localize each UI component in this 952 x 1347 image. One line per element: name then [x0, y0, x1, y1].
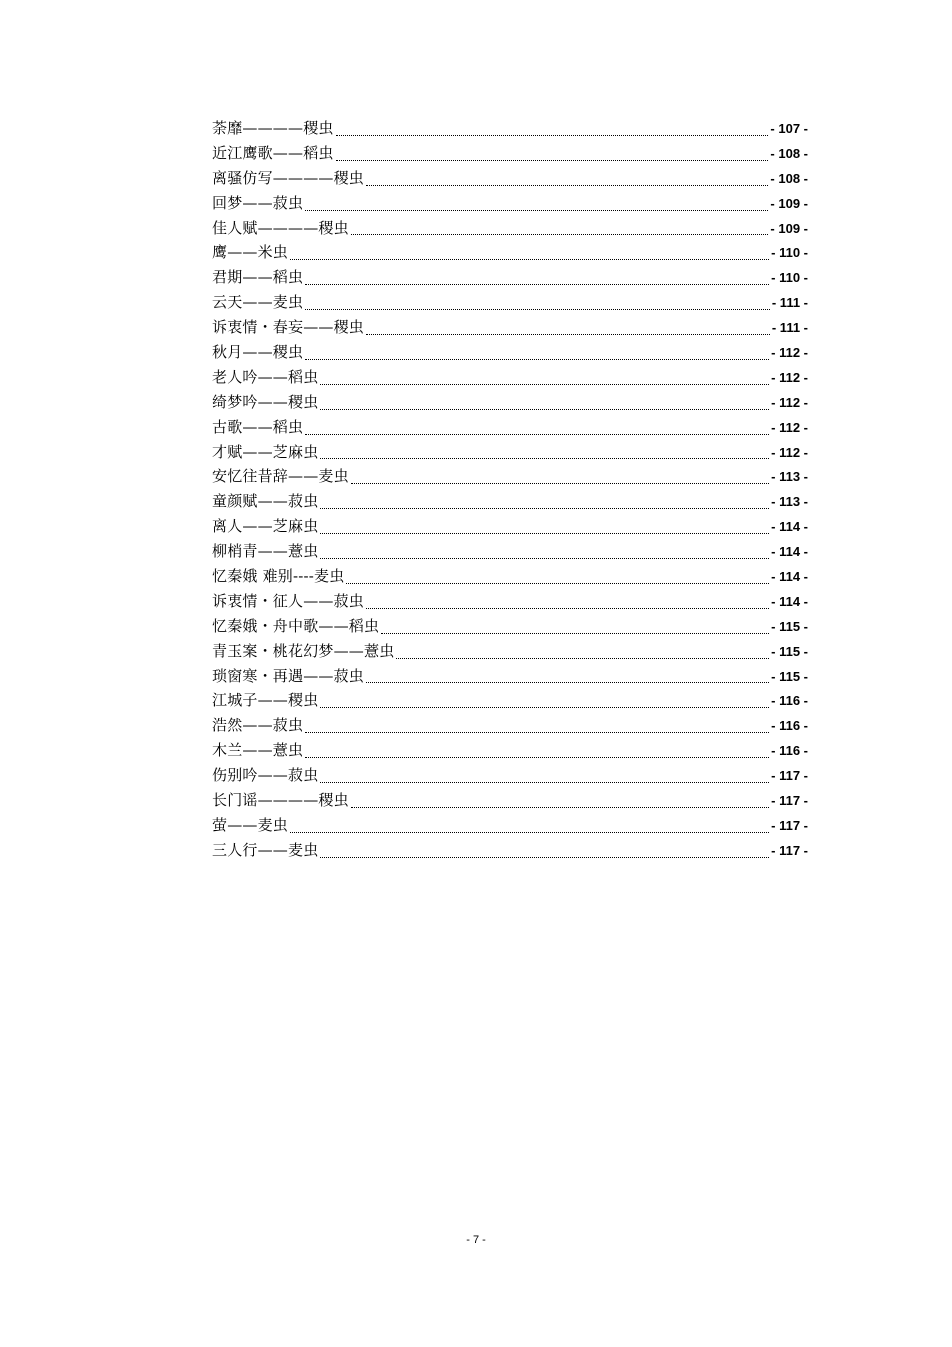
toc-entry-page[interactable]: - 107 -	[770, 121, 808, 136]
toc-entry-title[interactable]: 近江鹰歌——稻虫	[212, 143, 334, 162]
toc-entry-title[interactable]: 回梦——菽虫	[212, 193, 304, 212]
toc-entry[interactable]	[212, 838, 808, 863]
toc-entry[interactable]	[212, 191, 808, 216]
dot-leader	[366, 185, 768, 186]
toc-entry-page[interactable]: - 112 -	[771, 419, 808, 435]
toc-entry-title[interactable]: 三人行——麦虫	[212, 840, 319, 859]
toc-entry-title[interactable]: 云天——麦虫	[212, 293, 304, 312]
toc-entry-page[interactable]: - 117 -	[771, 793, 808, 809]
toc-entry-title[interactable]: 诉衷情・春妄——稷虫	[212, 318, 365, 337]
toc-entry-title[interactable]: 江城子——稷虫	[212, 691, 319, 710]
toc-entry-page[interactable]: - 108 -	[770, 170, 808, 186]
toc-entry[interactable]	[212, 539, 808, 564]
dot-leader	[305, 732, 769, 733]
dot-leader	[351, 807, 769, 808]
toc-entry-title[interactable]: 老人吟——稻虫	[212, 367, 319, 386]
toc-entry-page[interactable]: - 110 -	[771, 270, 808, 286]
dot-leader	[320, 782, 769, 783]
toc-entry[interactable]	[212, 688, 808, 713]
toc-entry-page[interactable]: - 115 -	[771, 643, 808, 659]
dot-leader	[346, 583, 769, 584]
toc-entry-page[interactable]: - 113 -	[771, 469, 808, 485]
dot-leader	[320, 857, 769, 858]
toc-entry[interactable]	[212, 763, 808, 788]
toc-entry-page[interactable]: - 117 -	[771, 768, 808, 784]
toc-entry-page[interactable]: - 114 -	[771, 569, 808, 585]
dot-leader	[336, 160, 769, 161]
toc-entry-page[interactable]: - 117 -	[771, 842, 808, 858]
dot-leader	[366, 608, 769, 609]
toc-entry-page[interactable]: - 114 -	[771, 519, 808, 535]
dot-leader	[320, 707, 769, 708]
toc-entry-title[interactable]: 琐窗寒・再遇——菽虫	[212, 666, 365, 685]
toc-entry[interactable]	[212, 166, 808, 191]
toc-entry[interactable]	[212, 564, 808, 589]
toc-entry[interactable]	[212, 290, 808, 315]
toc-entry[interactable]	[212, 639, 808, 664]
toc-entry[interactable]	[212, 390, 808, 415]
toc-entry-page[interactable]: - 108 -	[770, 145, 808, 161]
toc-entry-page[interactable]: - 111 -	[771, 295, 808, 311]
dot-leader	[366, 334, 770, 335]
toc-entry-page[interactable]: - 115 -	[771, 618, 808, 634]
toc-entry[interactable]	[212, 340, 808, 365]
dot-leader	[305, 309, 770, 310]
toc-entry[interactable]	[212, 788, 808, 813]
dot-leader	[290, 832, 769, 833]
toc-entry-title[interactable]: 佳人赋————稷虫	[212, 218, 349, 237]
dot-leader	[320, 458, 769, 459]
dot-leader	[290, 259, 769, 260]
toc-entry[interactable]	[212, 464, 808, 489]
toc-entry-title[interactable]: 萤——麦虫	[212, 815, 289, 834]
toc-entry-title[interactable]: 忆秦娥・舟中歌——稻虫	[212, 616, 380, 635]
dot-leader	[396, 658, 769, 659]
toc-entry-title[interactable]: 忆秦娥 难别----麦虫	[212, 567, 345, 586]
toc-entry-page[interactable]: - 111 -	[771, 320, 808, 336]
toc-entry[interactable]	[212, 664, 808, 689]
toc-entry-page[interactable]: - 114 -	[771, 544, 808, 560]
toc-entry[interactable]	[212, 489, 808, 514]
toc-entry-title[interactable]: 长门谣————稷虫	[212, 791, 349, 810]
toc-entry-page[interactable]: - 110 -	[771, 245, 808, 261]
toc-entry-page[interactable]: - 109 -	[770, 195, 808, 211]
toc-entry-page[interactable]: - 112 -	[771, 345, 808, 361]
toc-entry-page[interactable]: - 117 -	[771, 817, 808, 833]
toc-entry-title[interactable]: 君期——稻虫	[212, 268, 304, 287]
toc-entry[interactable]	[212, 415, 808, 440]
table-of-contents	[212, 116, 808, 863]
dot-leader	[305, 284, 769, 285]
toc-entry-title[interactable]: 鹰——米虫	[212, 243, 289, 262]
dot-leader	[320, 384, 769, 385]
toc-entry-title[interactable]: 绮梦吟——稷虫	[212, 392, 319, 411]
dot-leader	[320, 409, 769, 410]
toc-entry-title[interactable]: 童颜赋——菽虫	[212, 492, 319, 511]
toc-entry-page[interactable]: - 114 -	[771, 593, 808, 609]
toc-entry-page[interactable]: - 116 -	[771, 693, 808, 709]
dot-leader	[305, 434, 769, 435]
dot-leader	[305, 757, 769, 758]
dot-leader	[305, 210, 768, 211]
toc-entry[interactable]	[212, 315, 808, 340]
dot-leader	[320, 508, 769, 509]
toc-entry-title[interactable]: 荼靡————稷虫	[212, 119, 334, 137]
dot-leader	[366, 682, 769, 683]
dot-leader	[320, 533, 769, 534]
toc-entry[interactable]	[212, 713, 808, 738]
toc-entry[interactable]	[212, 265, 808, 290]
toc-entry-page[interactable]: - 112 -	[771, 444, 808, 460]
toc-entry-title[interactable]: 诉衷情・征人——菽虫	[212, 591, 365, 610]
page-number: - 7 -	[466, 1234, 486, 1246]
toc-entry-title[interactable]: 古歌——稻虫	[212, 417, 304, 436]
toc-entry-title[interactable]: 浩然——菽虫	[212, 716, 304, 735]
toc-entry[interactable]	[212, 440, 808, 465]
toc-entry-title[interactable]: 离人——芝麻虫	[212, 517, 319, 536]
dot-leader	[351, 483, 769, 484]
toc-entry-title[interactable]: 青玉案・桃花幻梦——薏虫	[212, 641, 395, 660]
toc-entry[interactable]	[212, 240, 808, 265]
toc-entry-page[interactable]: - 113 -	[771, 494, 808, 510]
toc-entry-page[interactable]: - 112 -	[771, 369, 808, 385]
toc-entry-page[interactable]: - 115 -	[771, 668, 808, 684]
dot-leader	[336, 135, 769, 136]
toc-entry-title[interactable]: 才赋——芝麻虫	[212, 442, 319, 461]
toc-entry[interactable]	[212, 589, 808, 614]
toc-entry-title[interactable]: 木兰——薏虫	[212, 741, 304, 760]
dot-leader	[305, 359, 769, 360]
toc-entry[interactable]	[212, 738, 808, 763]
toc-entry-title[interactable]: 柳梢青——薏虫	[212, 542, 319, 561]
toc-entry[interactable]	[212, 141, 808, 166]
toc-entry[interactable]	[212, 514, 808, 539]
toc-entry[interactable]	[212, 116, 808, 141]
toc-entry-page[interactable]: - 112 -	[771, 394, 808, 410]
toc-entry-page[interactable]: - 116 -	[771, 743, 808, 759]
toc-entry[interactable]	[212, 614, 808, 639]
toc-entry-title[interactable]: 伤别吟——菽虫	[212, 766, 319, 785]
toc-entry-page[interactable]: - 116 -	[771, 718, 808, 734]
dot-leader	[381, 633, 769, 634]
dot-leader	[320, 558, 769, 559]
toc-entry-page[interactable]: - 109 -	[770, 220, 808, 236]
dot-leader	[351, 234, 769, 235]
toc-entry-title[interactable]: 秋月——稷虫	[212, 343, 304, 362]
toc-entry-title[interactable]: 安忆往昔辞——麦虫	[212, 467, 349, 486]
toc-entry[interactable]	[212, 216, 808, 241]
toc-entry[interactable]	[212, 813, 808, 838]
toc-entry[interactable]	[212, 365, 808, 390]
toc-entry-title[interactable]: 离骚仿写————稷虫	[212, 168, 365, 187]
